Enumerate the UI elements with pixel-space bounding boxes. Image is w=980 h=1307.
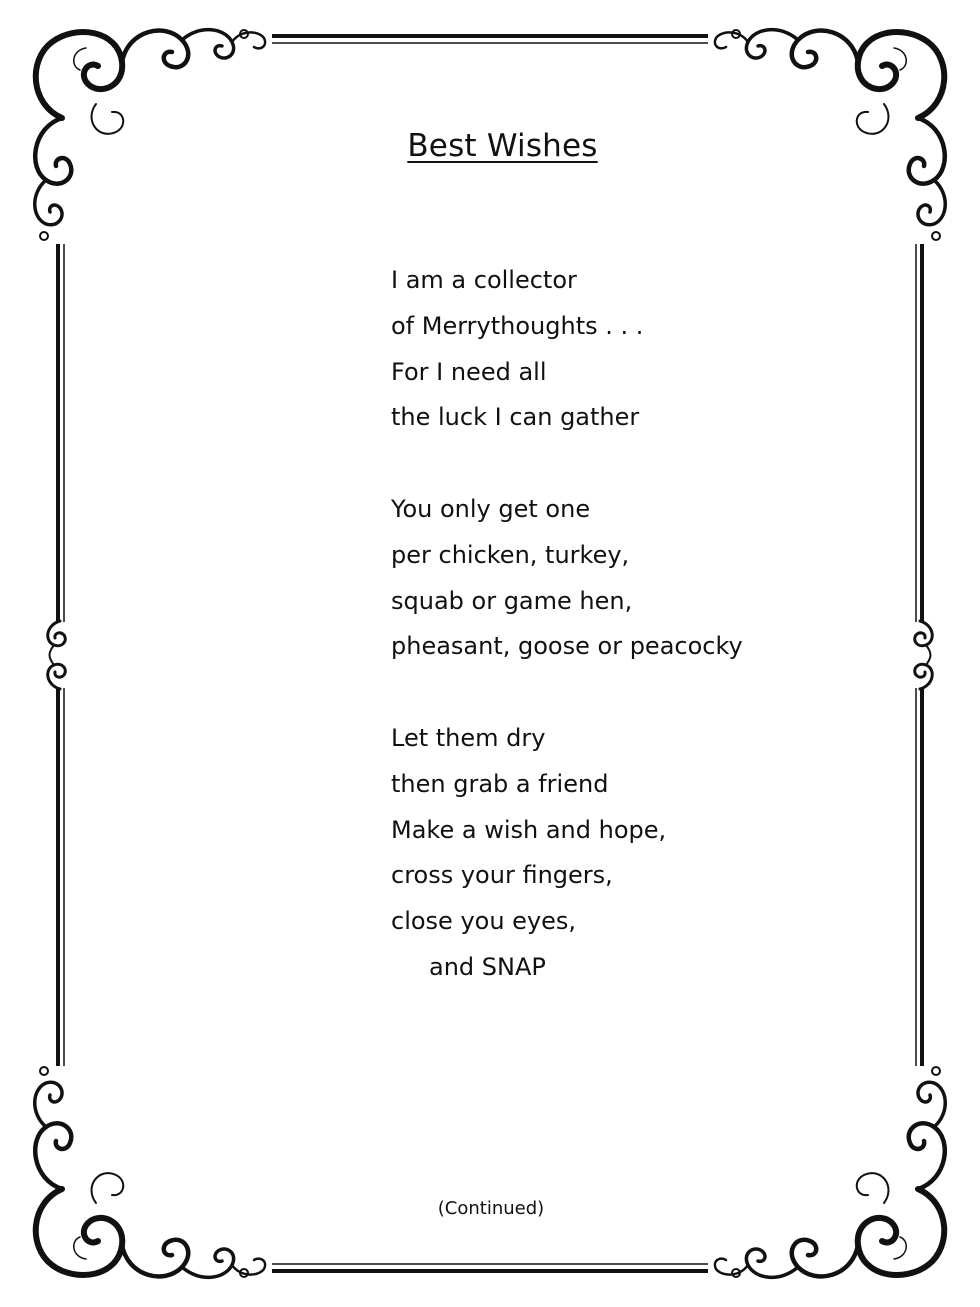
stanza-2 [391, 487, 743, 670]
poem-line: For I need all [391, 357, 547, 386]
poem-line: squab or game hen, [391, 586, 633, 615]
poem-line: Let them dry [391, 723, 546, 752]
poem-line: close you eyes, [391, 907, 577, 936]
poem-line: cross your fingers, [391, 861, 613, 890]
stanza-break [391, 441, 743, 487]
poem-line: pheasant, goose or peacocky [391, 632, 743, 661]
side-ornament-left [48, 621, 66, 689]
stanza-break [391, 670, 743, 716]
poem-body [391, 258, 743, 991]
poem-title: Best Wishes [407, 128, 598, 164]
poem-line: the luck I can gather [391, 403, 640, 432]
continued-note: (Continued) [437, 1198, 545, 1219]
poem-line: per chicken, turkey, [391, 540, 630, 569]
poem-line: I am a collector [391, 266, 577, 294]
corner-ornament-bottom-left [35, 1067, 265, 1277]
poem-line: and SNAP [429, 952, 546, 981]
poem-line: You only get one [391, 494, 591, 523]
side-ornament-right [915, 621, 933, 689]
poem-line: Make a wish and hope, [391, 815, 667, 844]
poem-line: of Merrythoughts . . . [391, 311, 644, 340]
stanza-1 [391, 258, 743, 441]
corner-ornament-bottom-right [715, 1067, 945, 1277]
stanza-3 [391, 716, 743, 991]
poem-line: then grab a friend [391, 769, 609, 798]
